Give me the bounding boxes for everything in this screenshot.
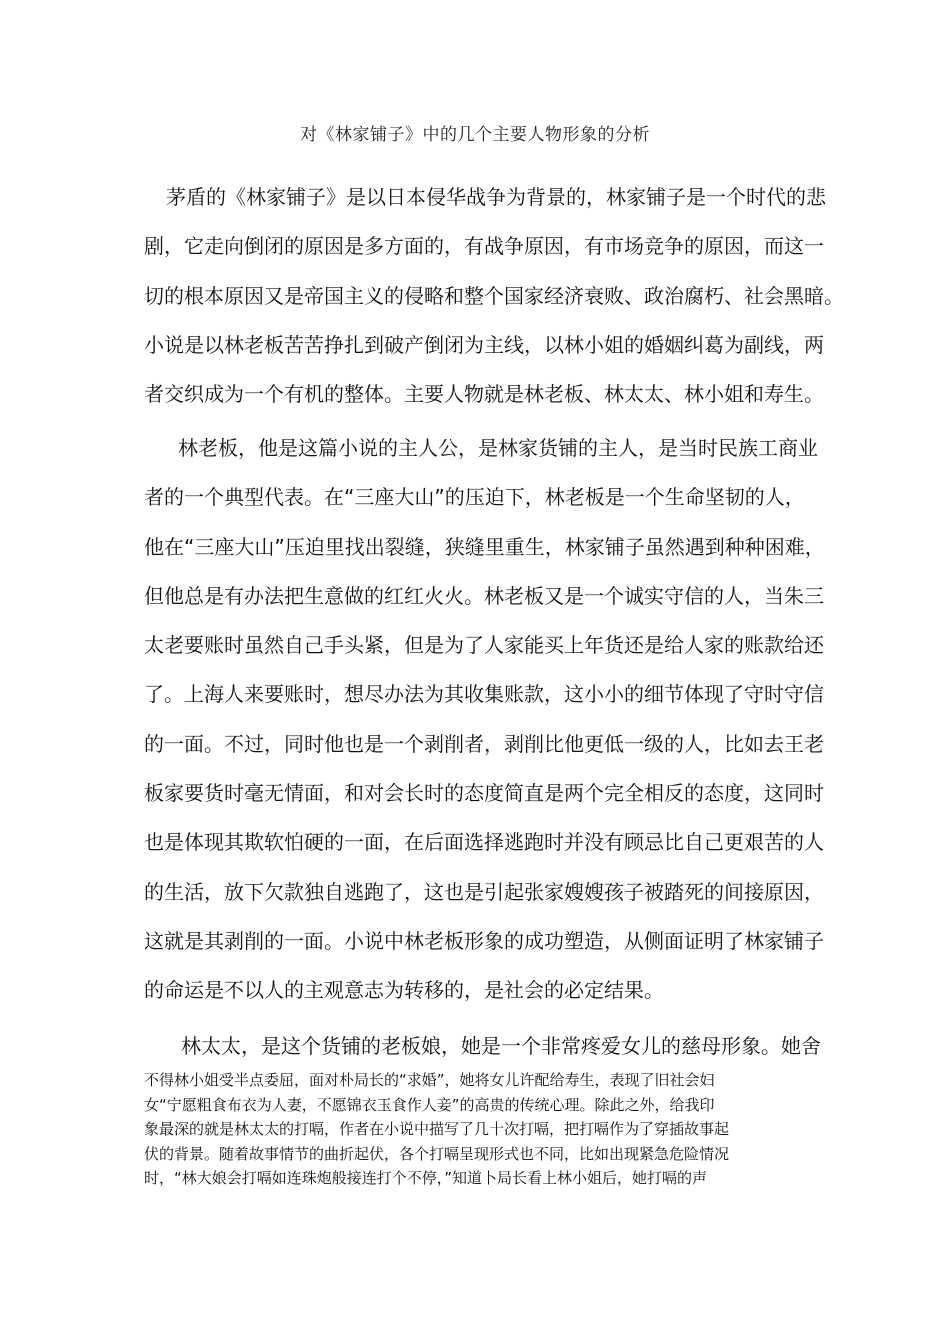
paragraph-2-line-12: 的命运是不以人的主观意志为转移的，是社会的必定结果。 <box>144 978 664 1003</box>
paragraph-2-line-11: 这就是其剥削的一面。小说中林老板形象的成功塑造，从侧面证明了林家铺子 <box>144 928 824 953</box>
paragraph-2-line-9: 也是体现其欺软怕硬的一面，在后面选择逃跑时并没有顾忌比自己更艰苦的人 <box>144 830 824 855</box>
paragraph-1-line-3: 切的根本原因又是帝国主义的侵略和整个国家经济衰败、政治腐朽、社会黑暗。 <box>144 283 844 308</box>
paragraph-3-line-6: 时，“林大娘会打嗝如连珠炮般接连打个不停，”知道卜局长看上林小姐后，她打嗝的声 <box>144 1169 708 1187</box>
paragraph-3-line-5: 伏的背景。随着故事情节的曲折起伏，各个打嗝呈现形式也不同，比如出现紧急危险情况 <box>144 1144 730 1163</box>
paragraph-2-line-4: 但他总是有办法把生意做的红红火火。林老板又是一个诚实守信的人，当朱三 <box>144 583 824 608</box>
paragraph-2-line-2: 者的一个典型代表。在“三座大山”的压迫下，林老板是一个生命坚韧的人， <box>144 485 805 510</box>
paragraph-2-line-3: 他在“三座大山”压迫里找出裂缝，狭缝里重生，林家铺子虽然遇到种种困难， <box>144 534 825 559</box>
paragraph-2-line-7: 的一面。不过，同时他也是一个剥削者，剥削比他更低一级的人，比如去王老 <box>144 731 824 756</box>
paragraph-2-line-6: 了。上海人来要账时，想尽办法为其收集账款，这小小的细节体现了守时守信 <box>144 682 824 707</box>
document-title: 对《林家铺子》中的几个主要人物形象的分析 <box>300 125 650 145</box>
paragraph-2 <box>144 424 825 1016</box>
paragraph-2-line-1: 林老板，他是这篇小说的主人公，是林家货铺的主人，是当时民族工商业 <box>178 436 818 460</box>
paragraph-1 <box>144 173 844 419</box>
paragraph-2-line-8: 板家要货时毫无情面，和对会长时的态度简直是两个完全相反的态度，这同时 <box>144 781 824 806</box>
paragraph-1-line-2: 剧，它走向倒闭的原因是多方面的，有战争原因，有市场竞争的原因，而这一 <box>144 234 824 259</box>
paragraph-1-line-4: 小说是以林老板苦苦挣扎到破产倒闭为主线，以林小姐的婚姻纠葛为副线，两 <box>144 332 824 357</box>
paragraph-3-line-4: 象最深的就是林太太的打嗝，作者在小说中描写了几十次打嗝，把打嗝作为了穿插故事起 <box>144 1120 730 1138</box>
paragraph-1-line-1: 茅盾的《林家铺子》是以日本侵华战争为背景的，林家铺子是一个时代的悲 <box>166 185 826 209</box>
paragraph-3-line-2: 不得林小姐受半点委屈，面对朴局长的“求婚”，她将女儿许配给寿生，表现了旧社会妇 <box>144 1071 715 1089</box>
paragraph-3-line-3: 女“宁愿粗食布衣为人妻，不愿锦衣玉食作人妾”的高贵的传统心理。除此之外，给我印 <box>144 1095 715 1114</box>
paragraph-2-line-5: 太老要账时虽然自己手头紧，但是为了人家能买上年货还是给人家的账款给还 <box>144 633 824 658</box>
paragraph-2-line-10: 的生活，放下欠款独自逃跑了，这也是引起张家嫂嫂孩子被踏死的间接原因， <box>144 879 824 904</box>
paragraph-1-line-5: 者交织成为一个有机的整体。主要人物就是林老板、林太太、林小姐和寿生。 <box>144 382 824 407</box>
paragraph-3-line-1: 林太太，是这个货铺的老板娘，她是一个非常疼爱女儿的慈母形象。她舍 <box>181 1034 821 1058</box>
paragraph-3-opening <box>144 1022 821 1071</box>
paragraph-3-continuation <box>144 1068 812 1191</box>
